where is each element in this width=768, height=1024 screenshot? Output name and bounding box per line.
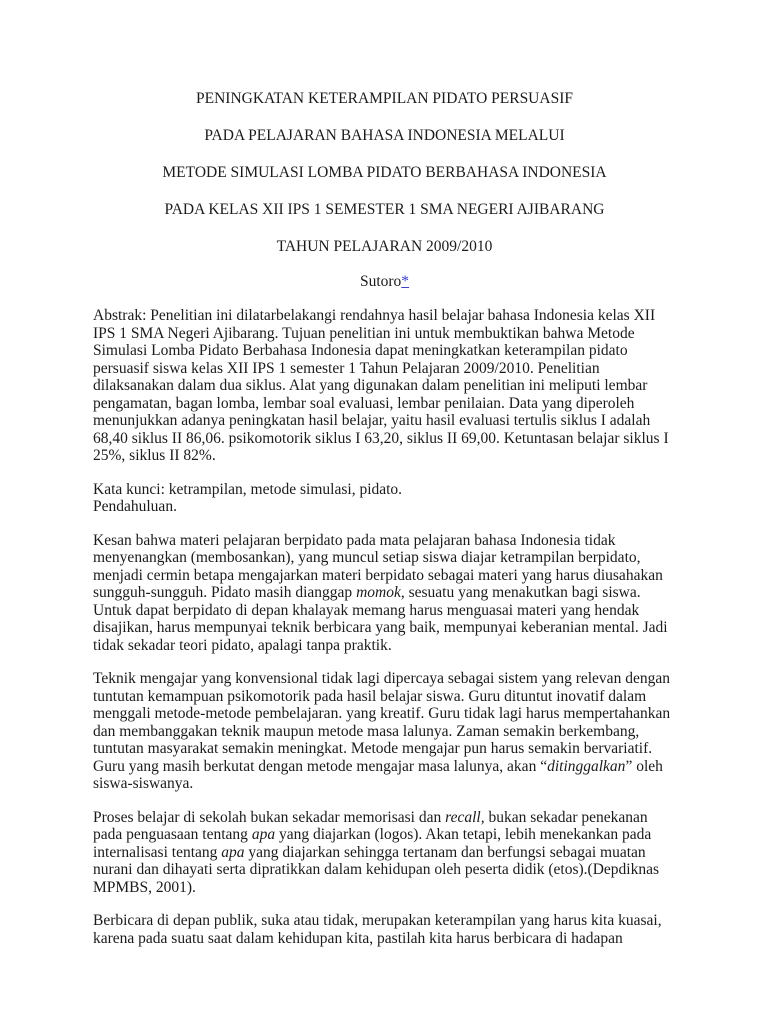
paragraph-berbicara-run: Berbicara di depan publik, suka atau tidak, merupakan keterampilan yang harus kita kuasai, karena pada suatu saat dalam kehidupan kita, pastilah kita harus berbicara di hadapan [93,912,662,947]
paragraph-teknik-run: ” oleh siswa-siswanya. [93,757,663,792]
paragraph-proses [93,809,676,897]
paragraph-teknik-run: Teknik mengajar yang konvensional tidak lagi dipercaya sebagai sistem yang relevan dengan tuntutan kemampuan psikomotorik pada hasil belajar siswa. Guru dituntut inovatif dalam menggali metode-metode pembelajaran. yang kreatif. Guru tidak lagi harus mempertahankan dan membanggakan teknik maupun metode masa lalunya. Zaman semakin berkembang, tuntutan masyarakat semakin meningkat. Metode mengajar pun harus semakin bervariatif. Guru yang masih berkutat dengan metode mengajar masa lalunya, akan “ [93,670,671,775]
paragraph-kesan-run: Kesan bahwa materi pelajaran berpidato pada mata pelajaran bahasa Indonesia tidak menyenangkan (membosankan), yang muncul setiap siswa diajar ketrampilan berpidato, menjadi cermin betapa mengajarkan materi berpidato sebagai materi yang harus diusahakan sungguh-sungguh. Pidato masih dianggap [93,531,663,601]
paragraph-berbicara [93,912,676,947]
author-name: Sutoro [359,273,402,290]
keywords-block-line: Kata kunci: ketrampilan, metode simulasi, pidato. [93,480,403,498]
abstract-paragraph [93,307,676,465]
title-line-5: TAHUN PELAJARAN 2009/2010 [276,238,493,255]
author-footnote-link[interactable]: * [401,273,410,290]
paragraph-proses-italic-run: apa [251,826,276,843]
author-line [93,265,676,299]
title-block [93,80,676,265]
abstract-paragraph-run: Abstrak: Penelitian ini dilatarbelakangi rendahnya hasil belajar bahasa Indonesia kelas XII IPS 1 SMA Negeri Ajibarang. Tujuan penelitian ini untuk membuktikan bahwa Metode Simulasi Lomba Pidato Berbahasa Indonesia dapat meningkatkan keterampilan pidato persuasif siswa kelas XII IPS 1 semester 1 Tahun Pelajaran 2009/2010. Penelitian dilaksanakan dalam dua siklus. Alat yang digunakan dalam penelitian ini meliputi lembar pengamatan, bagan lomba, lembar soal evaluasi, lembar penilaian. Data yang diperoleh menunjukkan adanya peningkatan hasil belajar, yaitu hasil evaluasi tertulis siklus I adalah 68,40 siklus II 86,06. psikomotorik siklus I 63,20, siklus II 69,00. Ketuntasan belajar siklus I 25%, siklus II 82%. [93,307,669,464]
paragraph-proses-run: yang diajarkan sehingga tertanam dan berfungsi sebagai muatan nurani dan dihayati serta dipratikkan dalam kehidupan oleh peserta didik (etos).(Depdiknas MPMBS, 2001). [93,843,659,896]
title-line-4: PADA KELAS XII IPS 1 SEMESTER 1 SMA NEGERI AJIBARANG [164,201,605,218]
paragraph-teknik-italic-run: ditinggalkan [547,757,626,775]
paragraph-proses-italic-run: recall, [445,808,485,826]
title-line-1: PENINGKATAN KETERAMPILAN PIDATO PERSUASIF [196,90,573,107]
paragraph-proses-run: yang diajarkan (logos). Akan tetapi, lebih menekankan pada internalisasi tentang [93,826,652,861]
paragraph-teknik [93,670,676,793]
keywords-block-line: Pendahuluan. [93,498,177,515]
paragraph-proses-run: bukan sekadar penekanan pada penguasaan tentang [93,808,648,843]
paragraph-kesan-italic-run: momok [356,584,401,601]
paragraph-kesan [93,532,676,655]
paragraph-proses-run: Proses belajar di sekolah bukan sekadar memorisasi dan [93,808,446,826]
keywords-block [93,481,676,516]
title-line-2: PADA PELAJARAN BAHASA INDONESIA MELALUI [204,127,565,144]
paragraph-kesan-run: , sesuatu yang menakutkan bagi siswa. Untuk dapat berpidato di depan khalayak memang harus menguasai materi yang hendak disajikan, harus mempunyai teknik berbicara yang baik, mempunyai keberanian mental. Jadi tidak sekadar teori pidato, apalagi tanpa praktik. [93,584,668,654]
paragraph-proses-italic-run: apa [221,843,245,861]
title-line-3: METODE SIMULASI LOMBA PIDATO BERBAHASA INDONESIA [162,164,607,181]
document-body [93,307,676,947]
